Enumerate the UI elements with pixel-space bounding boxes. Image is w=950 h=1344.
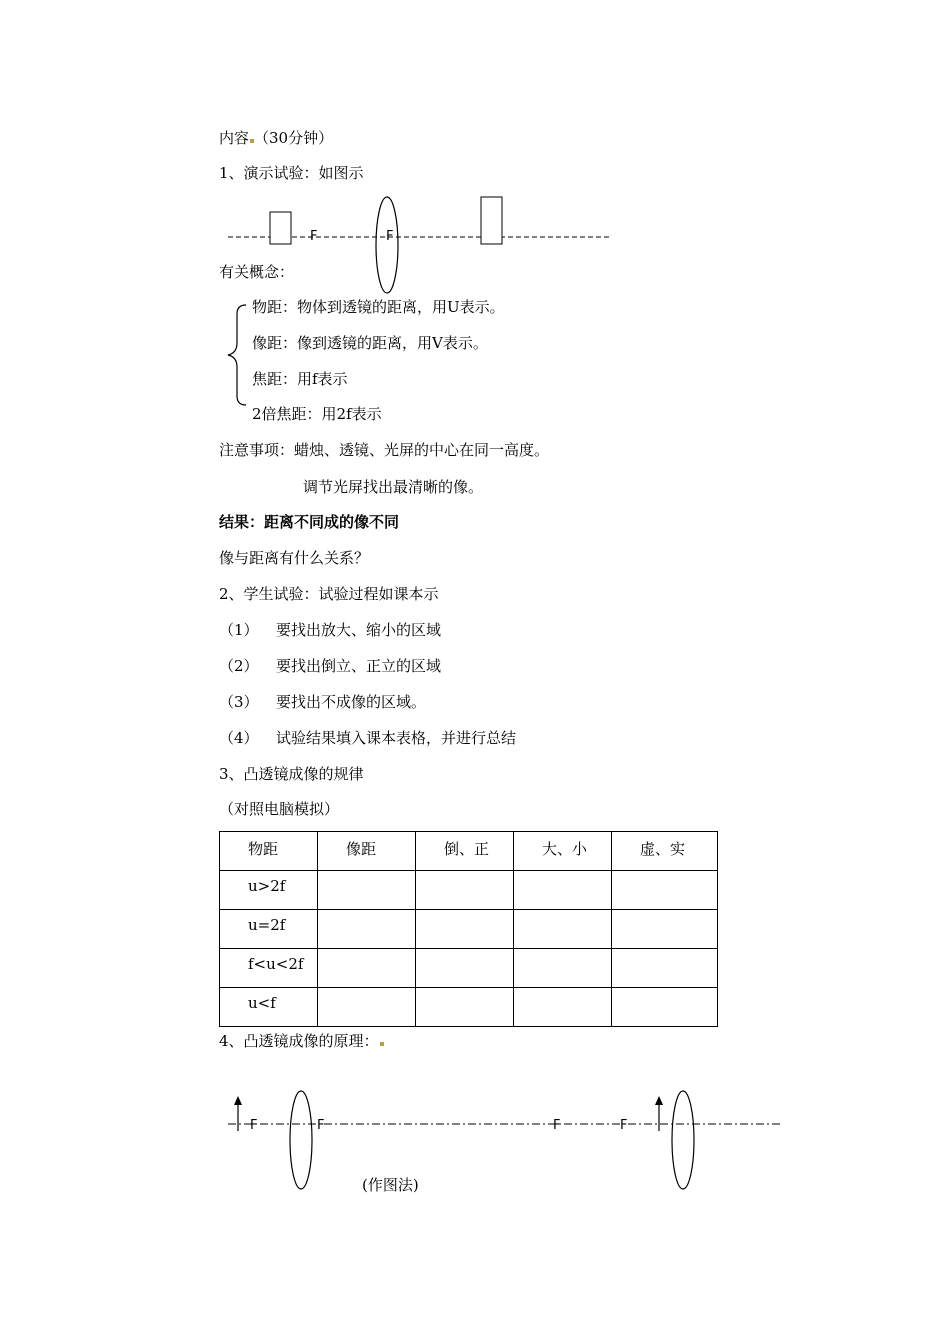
rules-heading: 3、凸透镜成像的规律: [219, 765, 364, 783]
convex-lens-right: [672, 1091, 694, 1189]
imaging-rules-table: [219, 831, 718, 1027]
step-4-num: （4）: [219, 729, 259, 747]
question: 像与距离有什么关系？: [219, 549, 370, 567]
table-header-cell: 虚、实: [612, 832, 718, 871]
content-label: 内容: [219, 129, 250, 147]
table-header-cell: 像距: [318, 832, 416, 871]
convex-lens: [376, 197, 398, 293]
step-2-num: （2）: [219, 657, 259, 675]
brace: [228, 305, 246, 405]
notes-1: 蜡烛、透镜、光屏的中心在同一高度。: [294, 441, 550, 459]
step-1-num: （1）: [219, 621, 259, 639]
table-cell: [318, 988, 416, 1027]
table-row: [220, 910, 718, 949]
table-cell: [416, 988, 514, 1027]
step-4: 试验结果填入课本表格，并进行总结: [276, 729, 517, 747]
table-cell: u>2f: [220, 871, 318, 910]
demo-experiment: 1、演示试验：如图示: [219, 164, 364, 182]
table-header-cell: 倒、正: [416, 832, 514, 871]
step-3: 要找出不成像的区域。: [276, 693, 427, 711]
content-time: （30分钟）: [254, 129, 334, 147]
step-3-num: （3）: [219, 693, 259, 711]
table-row: [220, 988, 718, 1027]
drawing-method: (作图法): [362, 1176, 419, 1194]
simulate-note: （对照电脑模拟）: [219, 800, 340, 818]
convex-lens-left: [290, 1091, 312, 1189]
table-cell: [612, 910, 718, 949]
table-cell: [416, 910, 514, 949]
table-header-cell: 物距: [220, 832, 318, 871]
focal-point-3: F: [553, 1118, 561, 1133]
table-cell: [416, 949, 514, 988]
notes-2: 调节光屏找出最清晰的像。: [303, 478, 484, 496]
step-1: 要找出放大、缩小的区域: [276, 621, 442, 639]
table-cell: [612, 871, 718, 910]
step-2: 要找出倒立、正立的区域: [276, 657, 442, 675]
focal-point-4: F: [620, 1118, 628, 1133]
result-heading: 结果：距离不同成的像不同: [219, 513, 400, 531]
table-row: [220, 949, 718, 988]
table-cell: [514, 871, 612, 910]
arrow-head-left: [234, 1096, 242, 1105]
image-distance-def: 像距：像到透镜的距离，用V表示。: [252, 334, 488, 352]
table-cell: u=2f: [220, 910, 318, 949]
candle-rect: [270, 212, 291, 244]
table-cell: [514, 988, 612, 1027]
object-distance-def: 物距：物体到透镜的距离，用U表示。: [252, 298, 505, 316]
table-cell: [318, 949, 416, 988]
table-header-cell: 大、小: [514, 832, 612, 871]
student-experiment: 2、学生试验：试验过程如课本示: [219, 585, 439, 603]
table-cell: [318, 871, 416, 910]
related-concepts: 有关概念：: [219, 263, 295, 281]
arrow-head-right: [655, 1096, 663, 1105]
focal-length-def: 焦距：用f表示: [252, 370, 348, 388]
diagram-principle: [228, 1091, 780, 1189]
table-cell: [514, 910, 612, 949]
focal-point-right: F: [386, 229, 394, 244]
principle-heading: [219, 1031, 384, 1051]
table-row: [220, 871, 718, 910]
focal-point-1: F: [250, 1118, 258, 1133]
table-cell: [416, 871, 514, 910]
notes-label: 注意事项：: [219, 441, 295, 459]
screen-rect: [481, 197, 502, 244]
table-cell: [318, 910, 416, 949]
table-cell: [612, 988, 718, 1027]
table-cell: [514, 949, 612, 988]
table-cell: u<f: [220, 988, 318, 1027]
double-focal-def: 2倍焦距：用2f表示: [252, 405, 382, 423]
focal-point-left: F: [310, 229, 318, 244]
table-header-row: [220, 832, 718, 871]
focal-point-2: F: [317, 1118, 325, 1133]
marker-dot: [380, 1042, 384, 1046]
principle-text: 4、凸透镜成像的原理：: [219, 1032, 379, 1050]
table-cell: f<u<2f: [220, 949, 318, 988]
notes-line: [219, 440, 549, 460]
table-cell: [612, 949, 718, 988]
